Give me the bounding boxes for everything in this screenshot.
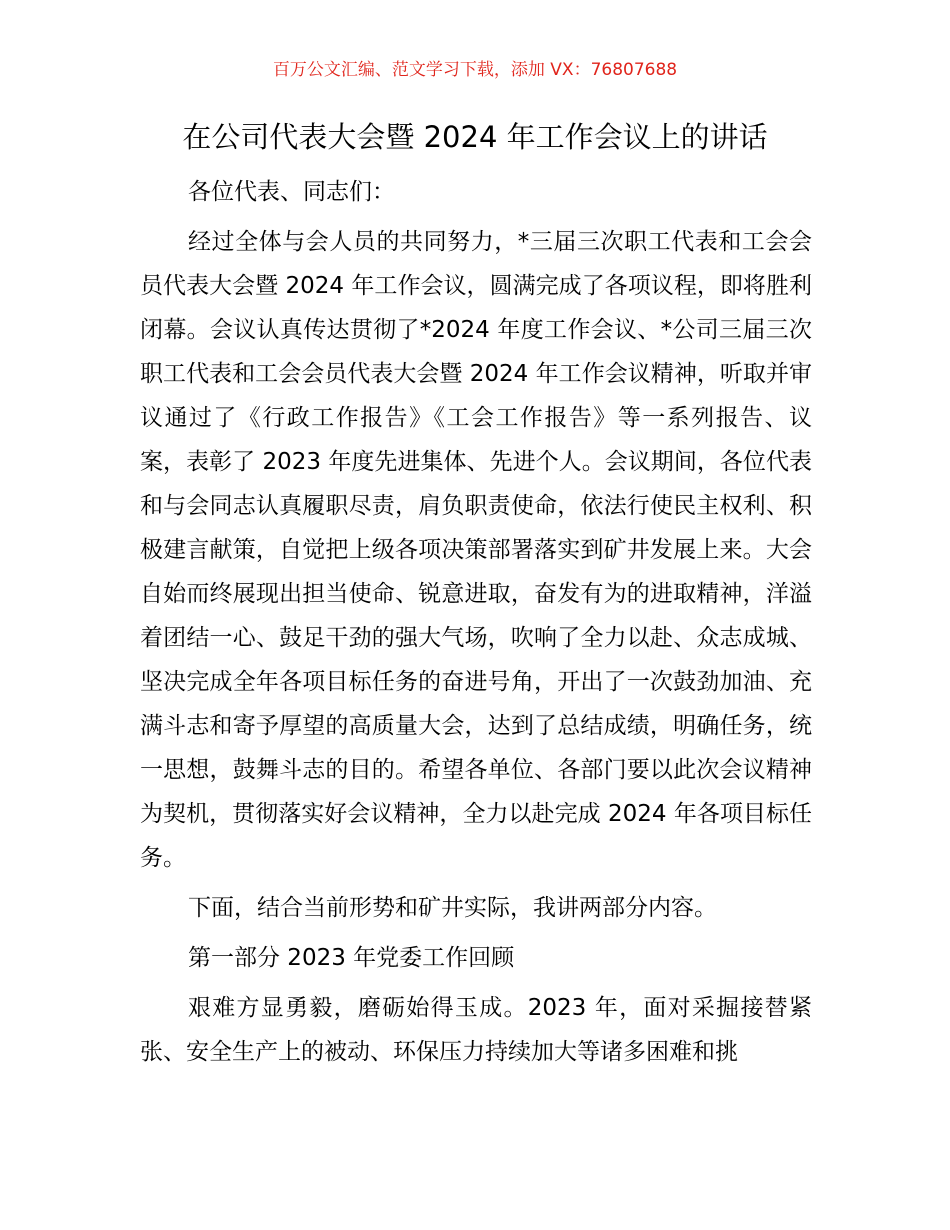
meeting-summary-paragraph: 经过全体与会人员的共同努力，*三届三次职工代表和工会会员代表大会暨 2024 年工作会议，圆满完成了各项议程，即将胜利闭幕。会议认真传达贯彻了*2024 年度工作会议、*公司三届三次职工代表和工会会员代表大会暨 2024 年工作会议精神，听取并审议通过了《行政工作报告》《工会工作报告》等一系列报告、议案，表彰了 2023 年度先进集体、先进个人。会议期间，各位代表和与会同志认真履职尽责，肩负职责使命，依法行使民主权利、积极建言献策，自觉把上级各项决策部署落实到矿井发展上来。大会自始而终展现出担当使命、锐意进取，奋发有为的进取精神，洋溢着团结一心、鼓足干劲的强大气场，吹响了全力以赴、众志成城、坚决完成全年各项目标任务的奋进号角，开出了一次鼓劲加油、充满斗志和寄予厚望的高质量大会，达到了总结成绩，明确任务，统一思想，鼓舞斗志的目的。希望各单位、各部门要以此次会议精神为契机，贯彻落实好会议精神，全力以赴完成 2024 年各项目标任务。 [140, 229, 812, 871]
download-notice: 百万公文汇编、范文学习下载，添加 VX：76807688 [272, 60, 678, 80]
page-title: 在公司代表大会暨 2024 年工作会议上的讲话 [182, 120, 768, 154]
review-paragraph: 艰难方显勇毅，磨砺始得玉成。2023 年，面对采掘接替紧张、安全生产上的被动、环保压力持续加大等诸多困难和挑 [140, 995, 812, 1065]
outline-paragraph: 下面，结合当前形势和矿井实际，我讲两部分内容。 [188, 895, 717, 921]
section-heading: 第一部分 2023 年党委工作回顾 [188, 945, 515, 971]
salutation-paragraph: 各位代表、同志们： [188, 179, 395, 205]
document-body [140, 170, 812, 1080]
